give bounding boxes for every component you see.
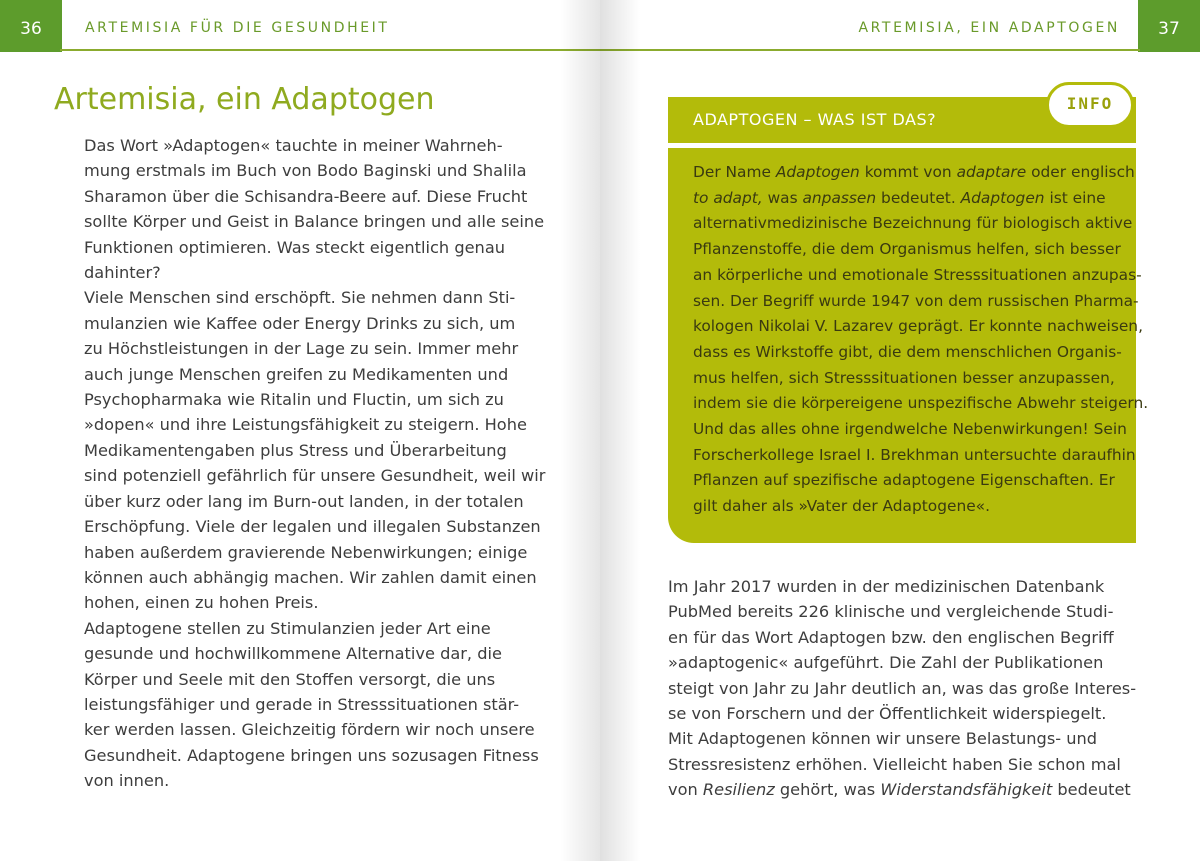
text-run: kommt von xyxy=(859,163,957,181)
body-line: Das Wort »Adaptogen« tauchte in meiner Wahrneh- xyxy=(84,136,503,155)
text-run: alternativmedizinische Bezeichnung für biologisch aktive xyxy=(693,214,1133,233)
body-line xyxy=(668,625,1136,650)
body-line: können auch abhängig machen. Wir zahlen damit einen xyxy=(84,567,537,587)
info-box-heading: ADAPTOGEN – WAS IST DAS? xyxy=(693,110,937,129)
italic-term: Widerstandsfähigkeit xyxy=(880,780,1053,800)
body-line xyxy=(668,701,1136,726)
text-run: »adaptogenic« aufgeführt. Die Zahl der Publikationen xyxy=(668,653,1104,673)
text-run: Stressresistenz erhöhen. Vielleicht haben Sie schon mal xyxy=(668,754,1121,774)
body-line: Funktionen optimieren. Was steckt eigentlich genau xyxy=(84,237,505,257)
running-head-left: ARTEMISIA FÜR DIE GESUNDHEIT xyxy=(85,20,390,36)
body-line: gesunde und hochwillkommene Alternative dar, die xyxy=(84,644,502,664)
body-line: Medikamentengaben plus Stress und Überarbeitung xyxy=(84,440,507,460)
text-run: mus helfen, sich Stresssituationen besser anzupassen, xyxy=(693,368,1115,387)
text-run: gehört, was xyxy=(774,780,881,800)
info-line xyxy=(693,263,1148,289)
body-line: Körper und Seele mit den Stoffen versorgt, die uns xyxy=(84,669,496,689)
text-run: was xyxy=(762,188,803,207)
info-line xyxy=(693,494,1148,520)
body-line: ker werden lassen. Gleichzeitig fördern wir noch unsere xyxy=(84,720,535,740)
text-run: Mit Adaptogenen können wir unsere Belastungs- und xyxy=(668,729,1098,749)
info-line xyxy=(693,417,1148,443)
body-line: Sharamon über die Schisandra-Beere auf. Diese Frucht xyxy=(84,186,528,206)
info-line xyxy=(693,211,1148,237)
text-run: Pflanzenstoffe, die dem Organismus helfen, sich besser xyxy=(693,240,1121,259)
text-run: Der Name xyxy=(693,163,776,181)
right-body-text xyxy=(668,574,1136,803)
body-line: über kurz oder lang im Burn-out landen, in der totalen xyxy=(84,491,524,511)
text-run: an körperliche und emotionale Stresssituationen anzupas- xyxy=(693,265,1142,284)
body-line xyxy=(668,599,1136,624)
text-run: oder englisch xyxy=(1026,163,1135,181)
chapter-title: Artemisia, ein Adaptogen xyxy=(54,82,435,117)
info-box xyxy=(668,148,1149,543)
text-run: en für das Wort Adaptogen bzw. den englischen Begriff xyxy=(668,627,1114,647)
body-line: auch junge Menschen greifen zu Medikamenten und xyxy=(84,364,509,384)
body-line xyxy=(668,752,1136,777)
italic-term: anpassen xyxy=(802,188,877,207)
italic-term: Adaptogen xyxy=(775,163,860,181)
body-line xyxy=(668,676,1136,701)
info-line xyxy=(693,289,1148,315)
page-number-left: 36 xyxy=(0,0,62,52)
text-run: bedeutet xyxy=(1052,780,1131,800)
text-run: Pflanzen auf spezifische adaptogene Eigenschaften. Er xyxy=(693,471,1115,490)
gutter-shadow-right xyxy=(600,0,640,861)
info-line xyxy=(693,340,1148,366)
body-line: sind potenziell gefährlich für unsere Gesundheit, weil wir xyxy=(84,466,546,486)
italic-term: Adaptogen xyxy=(960,188,1045,207)
body-line: leistungsfähiger und gerade in Stresssituationen stär- xyxy=(84,694,520,714)
text-run: indem sie die körpereigene unspezifische Abwehr steigern. xyxy=(693,394,1149,413)
body-line: mung erstmals im Buch von Bodo Baginski und Shalila xyxy=(84,161,527,181)
text-run: Forscherkollege Israel I. Brekhman untersuchte daraufhin xyxy=(693,445,1136,464)
text-run: von xyxy=(668,780,703,800)
body-line: Viele Menschen sind erschöpft. Sie nehmen dann Sti- xyxy=(84,288,516,308)
text-run: dass es Wirkstoffe gibt, die dem menschlichen Organis- xyxy=(693,342,1122,361)
body-line: Gesundheit. Adaptogene bringen uns sozusagen Fitness xyxy=(84,745,539,765)
body-line: haben außerdem gravierende Nebenwirkungen; einige xyxy=(84,542,528,562)
info-box-text xyxy=(693,160,1148,520)
gutter-shadow-left xyxy=(560,0,600,861)
info-line xyxy=(693,160,1148,186)
body-line xyxy=(668,650,1136,675)
text-run: bedeutet. xyxy=(876,188,961,207)
body-line: Erschöpfung. Viele der legalen und illegalen Substanzen xyxy=(84,517,541,537)
body-line: mulanzien wie Kaffee oder Energy Drinks zu sich, um xyxy=(84,313,516,333)
info-line xyxy=(693,314,1148,340)
info-line xyxy=(693,443,1148,469)
left-body-text xyxy=(84,133,545,794)
body-line: dahinter? xyxy=(84,263,161,283)
running-head-right: ARTEMISIA, EIN ADAPTOGEN xyxy=(858,20,1120,36)
body-line: »dopen« und ihre Leistungsfähigkeit zu steigern. Hohe xyxy=(84,415,527,435)
text-run: sen. Der Begriff wurde 1947 von dem russischen Pharma- xyxy=(693,291,1139,310)
text-run: Und das alles ohne irgendwelche Nebenwirkungen! Sein xyxy=(693,420,1127,439)
text-run: PubMed bereits 226 klinische und vergleichende Studi- xyxy=(668,602,1114,622)
body-line: sollte Körper und Geist in Balance bringen und alle seine xyxy=(84,212,545,232)
text-run: steigt von Jahr zu Jahr deutlich an, was das große Interes- xyxy=(668,678,1137,698)
info-tab xyxy=(1046,82,1134,128)
body-line: von innen. xyxy=(84,771,170,791)
text-run: kologen Nikolai V. Lazarev geprägt. Er konnte nachweisen, xyxy=(693,317,1143,336)
body-line: Psychopharmaka wie Ritalin und Fluctin, um sich zu xyxy=(84,390,504,410)
page-number-right: 37 xyxy=(1138,0,1200,52)
info-tab-label: INFO xyxy=(1066,94,1114,113)
header-rule-right xyxy=(600,49,1140,51)
body-line: Adaptogene stellen zu Stimulanzien jeder Art eine xyxy=(84,618,491,638)
text-run: se von Forschern und der Öffentlichkeit widerspiegelt. xyxy=(668,704,1107,724)
info-line xyxy=(693,366,1148,392)
info-line xyxy=(693,237,1148,263)
body-line xyxy=(668,777,1136,802)
info-line xyxy=(693,468,1148,494)
italic-term: to adapt, xyxy=(693,188,763,207)
body-line xyxy=(668,574,1136,599)
header-rule-left xyxy=(60,49,600,51)
info-line xyxy=(693,186,1148,212)
body-line: hohen, einen zu hohen Preis. xyxy=(84,593,319,613)
italic-term: adaptare xyxy=(956,163,1027,181)
text-run: gilt daher als »Vater der Adaptogene«. xyxy=(693,497,990,516)
body-line: zu Höchstleistungen in der Lage zu sein. Immer mehr xyxy=(84,339,519,359)
text-run: Im Jahr 2017 wurden in der medizinischen Datenbank xyxy=(668,577,1105,596)
text-run: ist eine xyxy=(1044,188,1106,207)
right-page xyxy=(600,0,1200,861)
body-line xyxy=(668,726,1136,751)
italic-term: Resilienz xyxy=(702,780,775,800)
info-line xyxy=(693,391,1148,417)
